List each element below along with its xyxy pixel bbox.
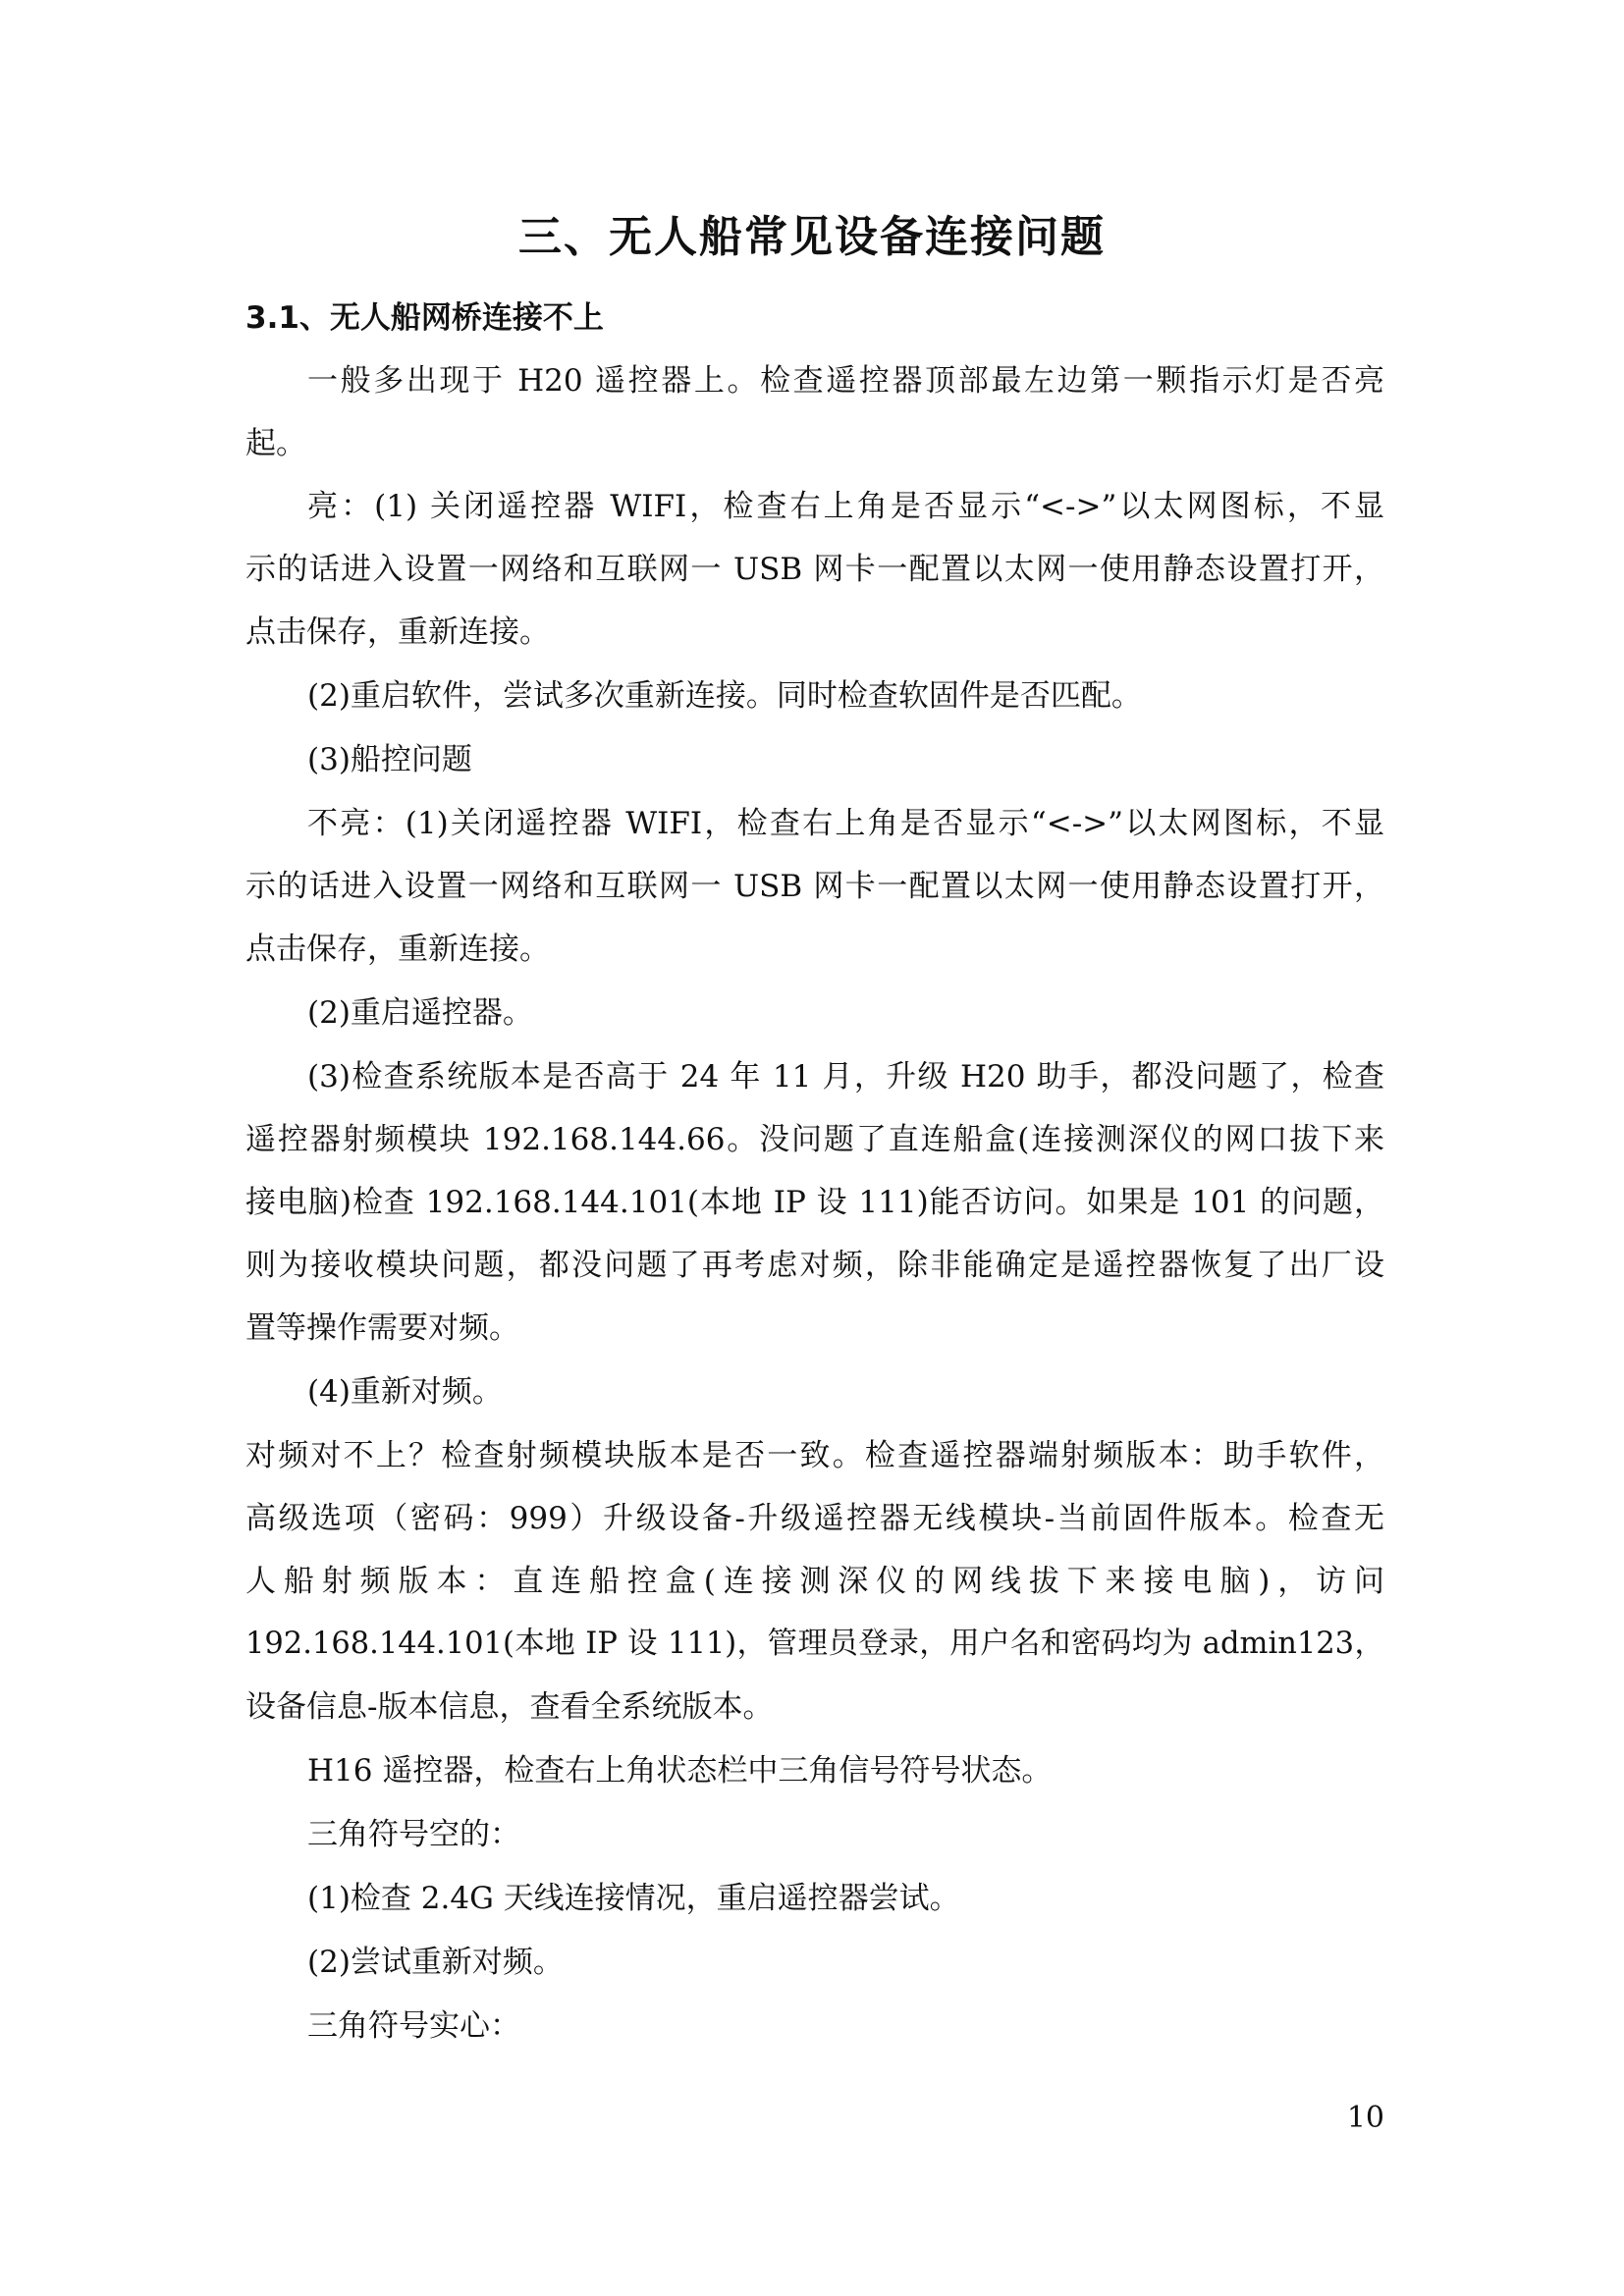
text-line: 示的话进入设置一网络和互联网一 USB 网卡一配置以太网一使用静态设置打开，	[245, 869, 1384, 904]
text-line: 人船射频版本：直连船控盒(连接测深仪的网线拔下来接电脑)，访问	[245, 1564, 1384, 1599]
text-line: (2)重启遥控器。	[307, 995, 533, 1031]
text-line: 遥控器射频模块 192.168.144.66。没问题了直连船盒(连接测深仪的网口拔下来	[245, 1122, 1384, 1157]
text-line: 亮：(1) 关闭遥控器 WIFI，检查右上角是否显示“<->”以太网图标，不显	[307, 489, 1384, 524]
text-line: 三角符号实心：	[307, 2008, 520, 2044]
text-line: 点击保存，重新连接。	[245, 614, 550, 650]
text-line: 不亮：(1)关闭遥控器 WIFI，检查右上角是否显示“<->”以太网图标，不显	[307, 806, 1384, 841]
text-line: (2)重启软件，尝试多次重新连接。同时检查软固件是否匹配。	[307, 678, 1142, 714]
text-line: 设备信息-版本信息，查看全系统版本。	[245, 1689, 774, 1725]
text-line: 三角符号空的：	[307, 1817, 520, 1852]
text-line: 则为接收模块问题，都没问题了再考虑对频，除非能确定是遥控器恢复了出厂设	[245, 1248, 1384, 1283]
text-line: 起。	[245, 426, 306, 461]
section-heading: 3.1、无人船网桥连接不上	[245, 300, 604, 336]
text-line: (2)尝试重新对频。	[307, 1945, 564, 1980]
text-line: 点击保存，重新连接。	[245, 932, 550, 967]
text-line: 一般多出现于 H20 遥控器上。检查遥控器顶部最左边第一颗指示灯是否亮	[307, 363, 1384, 399]
text-line: 示的话进入设置一网络和互联网一 USB 网卡一配置以太网一使用静态设置打开，	[245, 552, 1384, 587]
text-line: (3)检查系统版本是否高于 24 年 11 月，升级 H20 助手，都没问题了，检查	[307, 1059, 1384, 1095]
text-line: H16 遥控器，检查右上角状态栏中三角信号符号状态。	[307, 1753, 1053, 1789]
text-line: 对频对不上？检查射频模块版本是否一致。检查遥控器端射频版本：助手软件，	[245, 1438, 1384, 1473]
text-line: (3)船控问题	[307, 742, 472, 777]
text-line: 置等操作需要对频。	[245, 1310, 519, 1346]
text-line: (1)检查 2.4G 天线连接情况，重启遥控器尝试。	[307, 1881, 960, 1916]
text-line: 接电脑)检查 192.168.144.101(本地 IP 设 111)能否访问。如果是 101 的问题，	[245, 1185, 1384, 1220]
text-line: (4)重新对频。	[307, 1374, 503, 1410]
text-line: 192.168.144.101(本地 IP 设 111)，管理员登录，用户名和密码均为 admin123，	[245, 1627, 1384, 1661]
page-number: 10	[1346, 2101, 1384, 2135]
page-title: 三、无人船常见设备连接问题	[518, 212, 1106, 262]
text-line: 高级选项（密码：999）升级设备-升级遥控器无线模块-当前固件版本。检查无	[245, 1501, 1384, 1536]
